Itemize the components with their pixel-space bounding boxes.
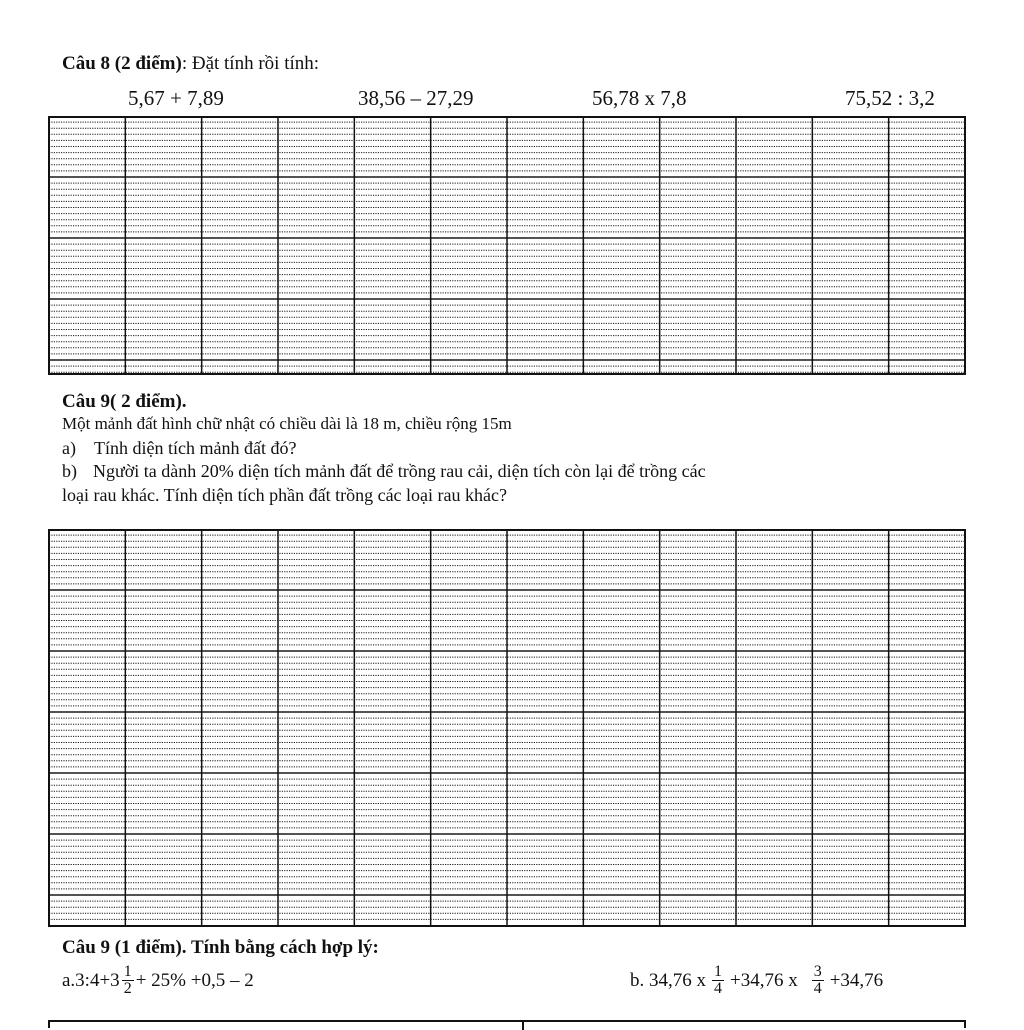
q9b-expression-b [630, 964, 883, 997]
q9b-expr-a-prefix: a.3:4+3 [62, 970, 120, 991]
q9-problem: Một mảnh đất hình chữ nhật có chiều dài là 18 m, chiều rộng 15m [62, 414, 512, 433]
q9-part-a [62, 439, 296, 457]
q9-part-a-text: Tính diện tích mảnh đất đó? [93, 438, 297, 458]
q9b-expr-b-fraction-2 [812, 964, 824, 997]
q9-title: Câu 9( 2 điểm). [62, 391, 187, 412]
q9b-expression-a [62, 964, 254, 997]
q9-part-b [62, 462, 706, 480]
q8-answer-grid [48, 116, 966, 375]
q9-answer-grid [48, 529, 966, 927]
q8-expression-4: 75,52 : 3,2 [845, 86, 935, 110]
q9b-expr-b-suffix: +34,76 [829, 970, 884, 991]
fraction-numerator: 1 [123, 963, 132, 980]
q8-expression-2: 38,56 – 27,29 [358, 86, 474, 110]
q9b-expr-a-suffix: + 25% +0,5 – 2 [135, 970, 254, 991]
q9-part-b-label: b) [62, 461, 77, 481]
fraction-denominator: 4 [813, 980, 822, 997]
q8-expression-3: 56,78 x 7,8 [592, 86, 687, 110]
answer-box-divider [522, 1022, 524, 1030]
fraction-numerator: 1 [714, 963, 722, 980]
q8-title: Câu 8 (2 điểm) [62, 53, 182, 74]
fraction-denominator: 4 [714, 980, 722, 997]
q9b-expr-a-fraction [122, 964, 134, 997]
q8-expression-1: 5,67 + 7,89 [128, 86, 224, 110]
q9b-expr-b-fraction-1 [712, 964, 724, 997]
q9b-expr-b-prefix: b. 34,76 x [630, 970, 706, 991]
fraction-numerator: 3 [813, 963, 822, 980]
q9-part-a-label: a) [62, 438, 76, 458]
q9-part-b-line2: loại rau khác. Tính diện tích phần đất trồng các loại rau khác? [62, 485, 507, 505]
fraction-denominator: 2 [123, 980, 132, 997]
q9b-answer-box [48, 1020, 966, 1028]
q9b-title: Câu 9 (1 điểm). Tính bằng cách hợp lý: [62, 937, 379, 958]
q8-heading [62, 54, 319, 73]
q9b-expr-b-middle: +34,76 x [730, 970, 798, 991]
q9-part-b-line1: Người ta dành 20% diện tích mảnh đất để trồng rau cải, diện tích còn lại để trồng các [93, 461, 706, 481]
q8-instruction: : Đặt tính rồi tính: [181, 53, 320, 74]
